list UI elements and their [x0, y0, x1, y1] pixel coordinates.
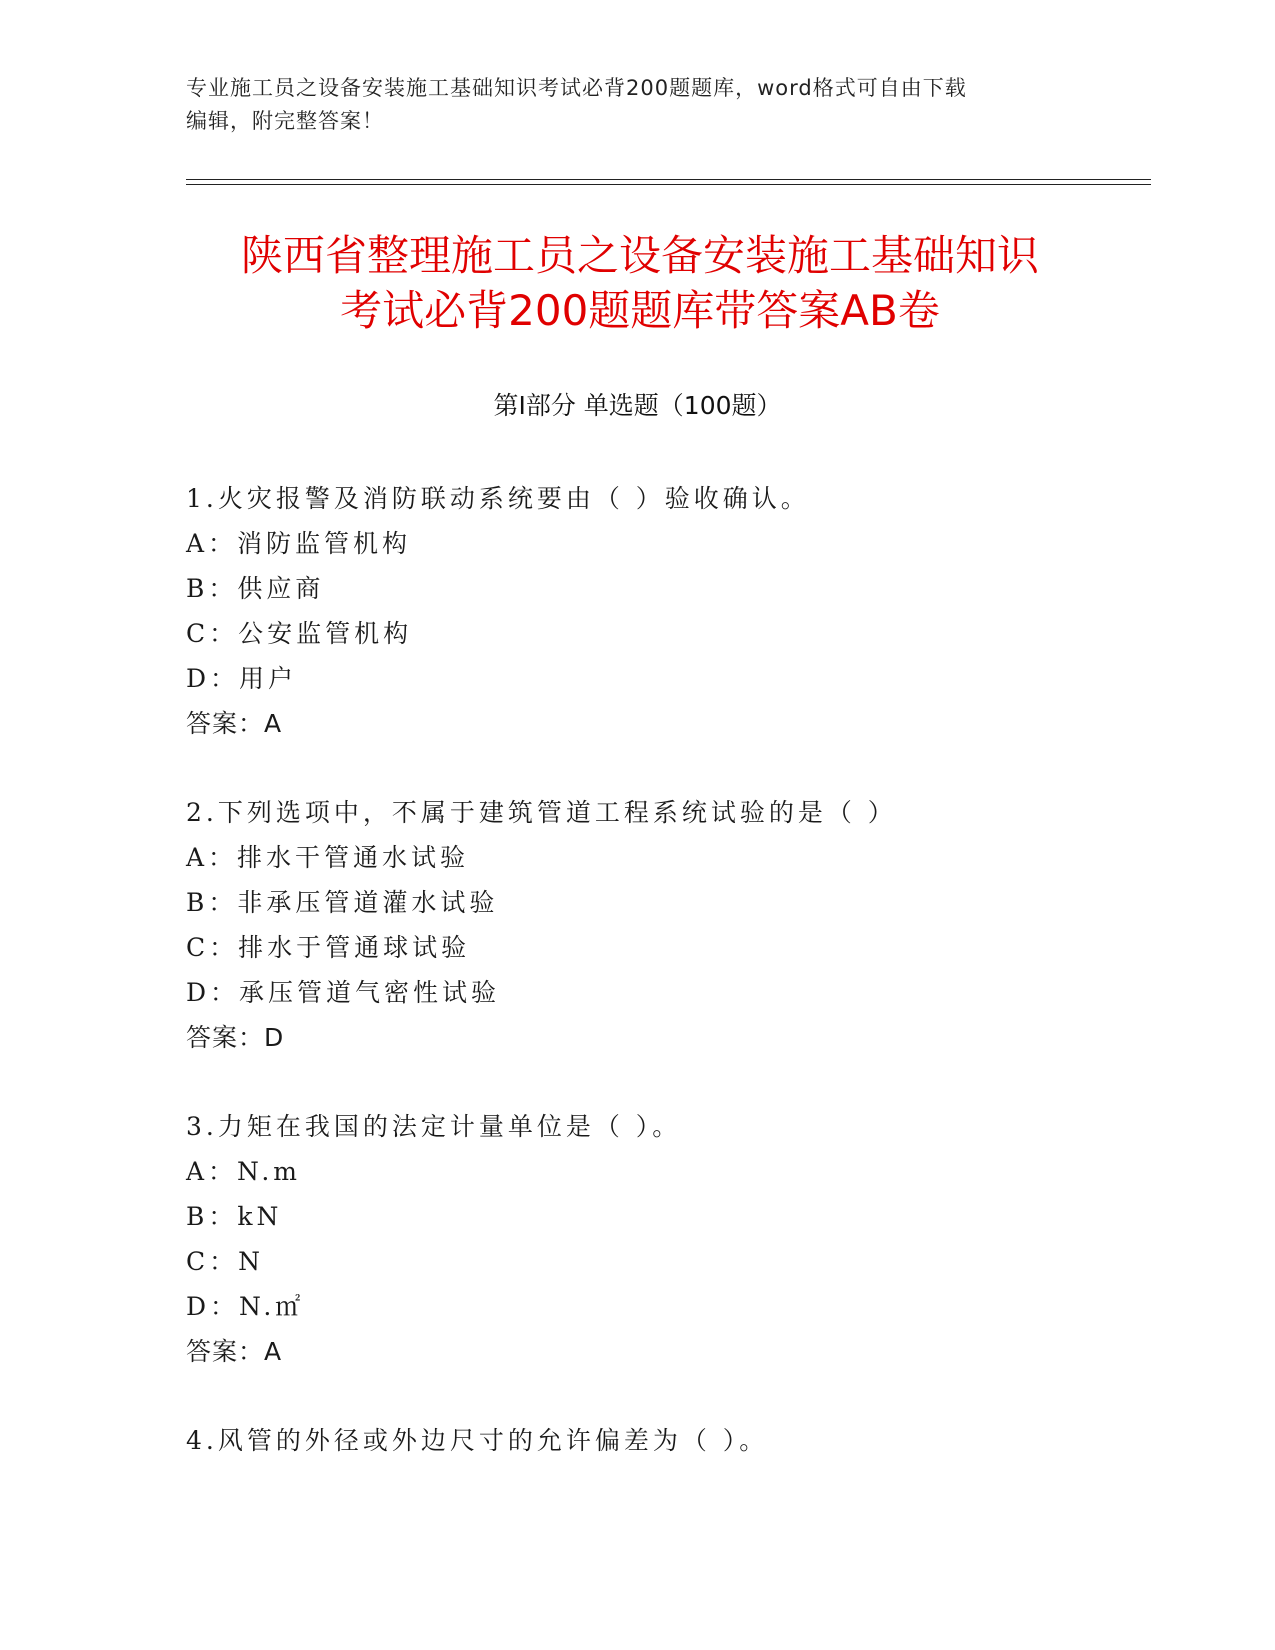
option-b: B：kN: [186, 1202, 283, 1231]
question-2: [186, 790, 1146, 1060]
title-line-2: 考试必背200题题库带答案AB卷: [340, 286, 940, 335]
header-line-1: 专业施工员之设备安装施工基础知识考试必背200题题库，word格式可自由下载: [186, 76, 967, 100]
document-header: [186, 72, 1086, 138]
question-stem: 4.风管的外径或外边尺寸的允许偏差为（ ）。: [186, 1426, 769, 1455]
question-3: [186, 1104, 1146, 1374]
option-c: C：排水于管通球试验: [186, 933, 471, 962]
option-c: C：N: [186, 1247, 265, 1276]
question-1: [186, 476, 1146, 746]
question-stem: 1.火灾报警及消防联动系统要由（ ）验收确认。: [186, 484, 810, 513]
header-divider-top: [186, 179, 1151, 180]
document-title: [160, 228, 1120, 338]
question-stem: 3.力矩在我国的法定计量单位是（ ）。: [186, 1112, 682, 1141]
option-b: B：供应商: [186, 574, 325, 603]
header-divider-bottom: [186, 184, 1151, 185]
question-list: [186, 476, 1146, 1507]
question-stem: 2.下列选项中，不属于建筑管道工程系统试验的是（ ）: [186, 798, 897, 827]
option-d: D：N.㎡: [186, 1292, 305, 1321]
section-heading: 第Ⅰ部分 单选题（100题）: [493, 391, 782, 420]
answer: 答案：A: [186, 1337, 283, 1366]
answer: 答案：A: [186, 709, 283, 738]
header-line-2: 编辑，附完整答案！: [186, 109, 384, 133]
option-a: A：排水干管通水试验: [186, 843, 470, 872]
option-c: C：公安监管机构: [186, 619, 413, 648]
option-a: A：消防监管机构: [186, 529, 412, 558]
option-a: A：N.m: [186, 1157, 301, 1186]
option-d: D：承压管道气密性试验: [186, 978, 501, 1007]
answer: 答案：D: [186, 1023, 285, 1052]
title-line-1: 陕西省整理施工员之设备安装施工基础知识: [240, 231, 1039, 280]
question-4: [186, 1418, 1146, 1463]
option-b: B：非承压管道灌水试验: [186, 888, 499, 917]
option-d: D：用户: [186, 664, 298, 693]
